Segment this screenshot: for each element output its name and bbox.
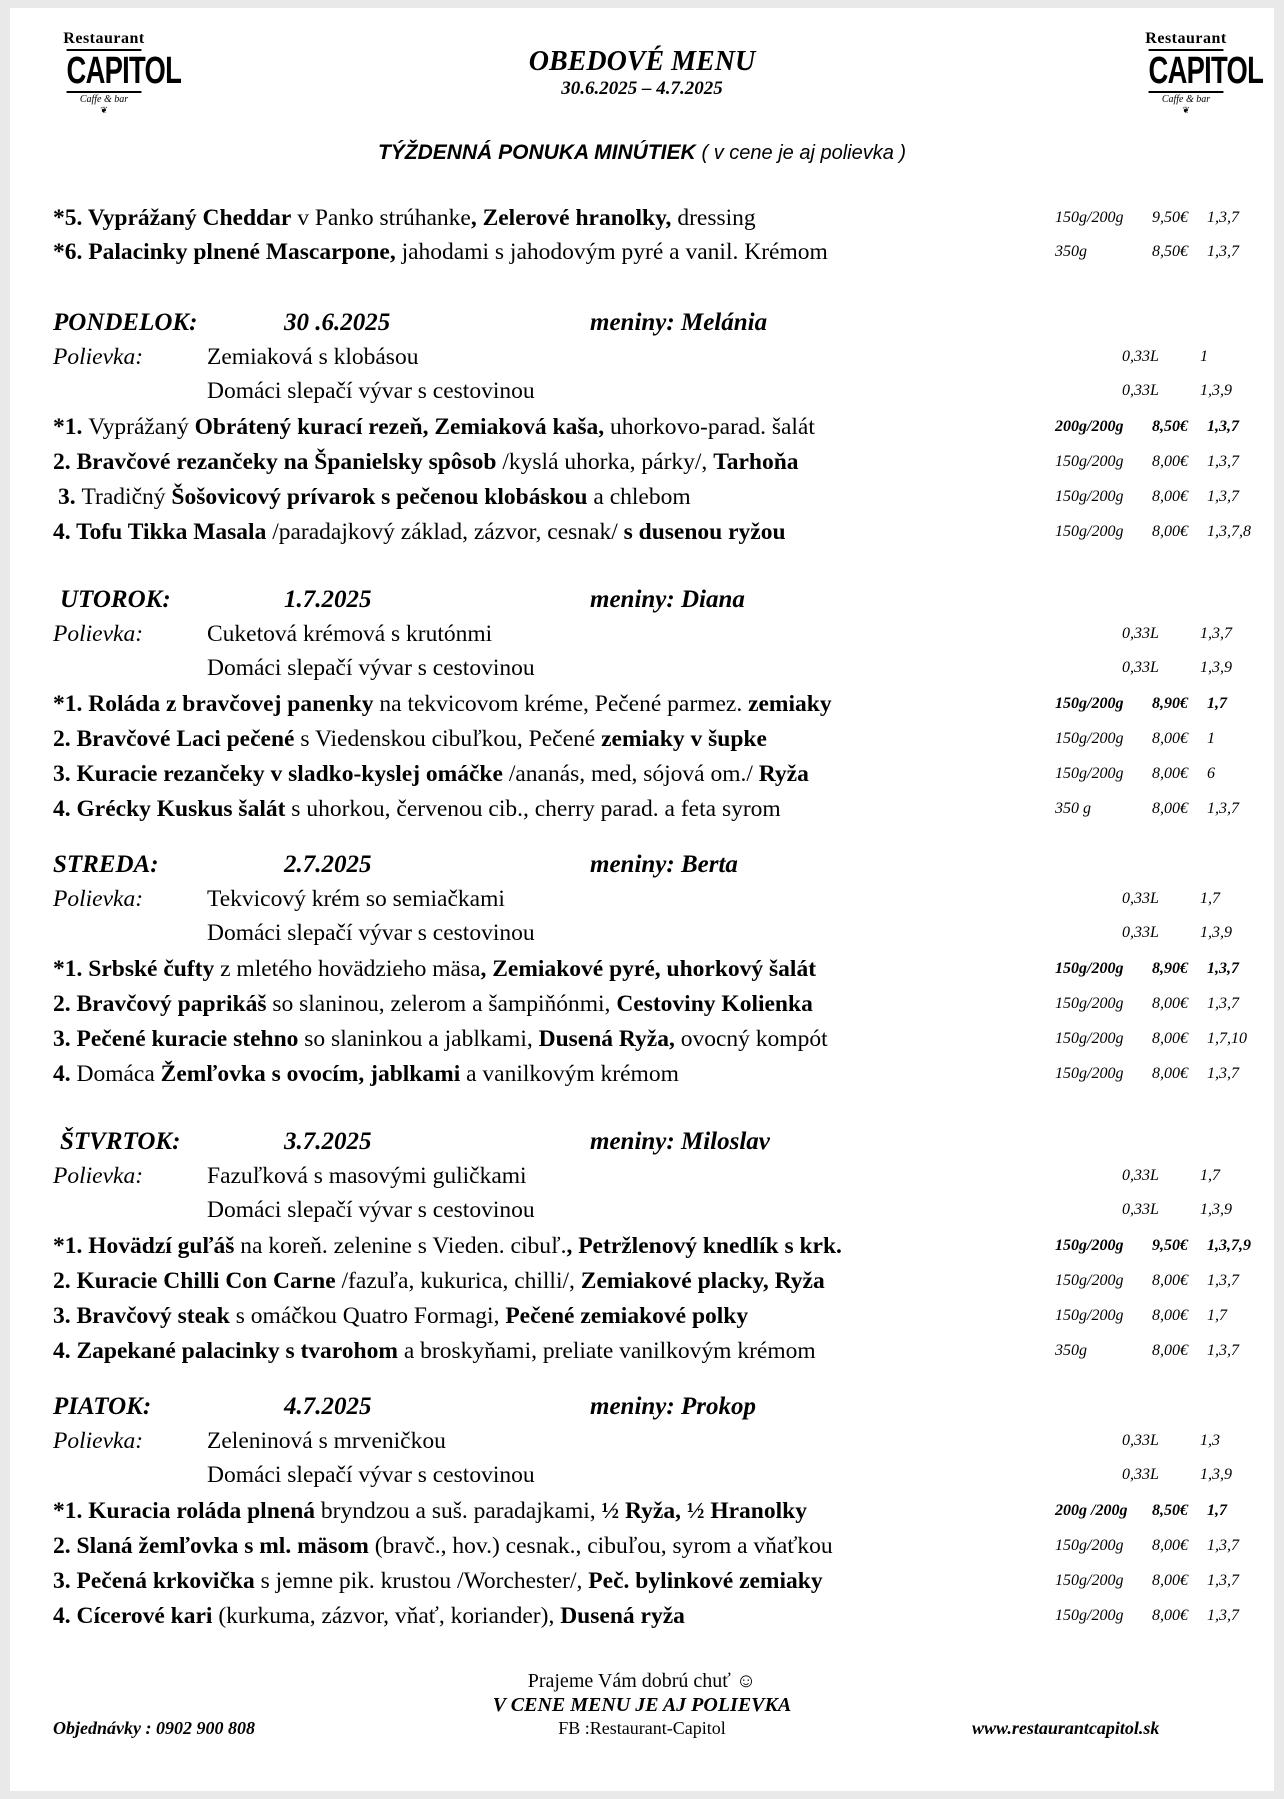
item-name-bold: Ryža [758, 761, 809, 787]
item-description: jahodami s jahodovým pyré a vanil. Krémom [395, 239, 828, 265]
menu-item-text [53, 239, 828, 266]
item-number: 4. [53, 1603, 77, 1629]
item-weight: 150g/200g [1055, 1537, 1124, 1554]
day-name: PIATOK: [53, 1393, 152, 1420]
soup-row [10, 1163, 1274, 1195]
item-weight: 150g/200g [1055, 523, 1124, 540]
soup-name: Domáci slepačí vývar s cestovinou [207, 1197, 535, 1223]
item-name-bold: Grécky Kuskus šalát [76, 796, 286, 822]
item-description: /paradajkový základ, zázvor, cesnak/ [266, 519, 624, 545]
soup-row [10, 920, 1274, 952]
item-name-bold: s dusenou ryžou [623, 519, 786, 545]
item-number: 2. [53, 1533, 77, 1559]
item-description: s uhorkou, červenou cib., cherry parad. a feta syrom [285, 796, 781, 822]
menu-item-text [53, 1533, 833, 1560]
item-name-bold: Bravčový steak [76, 1303, 230, 1329]
item-weight: 200g/200g [1055, 418, 1124, 435]
soup-label: Polievka: [53, 621, 144, 647]
item-weight: 150g/200g [1055, 1307, 1124, 1324]
soup-allergens: 1,3,9 [1200, 1201, 1232, 1218]
item-weight: 150g/200g [1055, 1030, 1124, 1047]
item-number: *1. [53, 1498, 89, 1524]
menu-item-row [10, 239, 1274, 271]
soup-name: Domáci slepačí vývar s cestovinou [207, 655, 535, 681]
item-name-bold: Dusená ryža [560, 1603, 685, 1629]
page-title: OBEDOVÉ MENU [528, 46, 756, 77]
item-name-bold: zemiaky [748, 691, 832, 717]
day-name: PONDELOK: [53, 309, 198, 336]
item-description: /fazuľa, kukurica, chilli/, [335, 1268, 581, 1294]
menu-page [10, 8, 1274, 1791]
soup-allergens: 1,3,9 [1200, 1466, 1232, 1483]
soup-volume: 0,33L [1122, 1201, 1159, 1218]
item-allergens: 1,7,10 [1207, 1030, 1247, 1047]
menu-item-row [10, 1061, 1274, 1093]
item-name-bold: Pečená krkovička [76, 1568, 255, 1594]
menu-item-text [53, 1498, 807, 1525]
item-price: 8,50€ [1152, 243, 1188, 260]
item-price: 8,50€ [1152, 1502, 1188, 1519]
item-allergens: 6 [1207, 765, 1215, 782]
footer-soup-note: V CENE MENU JE AJ POLIEVKA [492, 1694, 792, 1716]
item-allergens: 1,7 [1207, 695, 1227, 712]
item-name-bold: Šošovicový prívarok s pečenou klobáskou [171, 484, 588, 510]
soup-allergens: 1,3,9 [1200, 382, 1232, 399]
item-weight: 150g/200g [1055, 695, 1124, 712]
menu-item-row [10, 1498, 1274, 1530]
item-number: *5. [53, 205, 88, 231]
item-allergens: 1,3,7 [1207, 800, 1239, 817]
day-heading [10, 309, 1274, 343]
footer-wish: Prajeme Vám dobrú chuť ☺ [527, 1670, 757, 1692]
item-description: a broskyňami, preliate vanilkovým krémom [397, 1338, 816, 1364]
day-date: 2.7.2025 [284, 851, 372, 878]
menu-item-text [53, 1338, 816, 1365]
item-price: 8,00€ [1152, 1342, 1188, 1359]
item-price: 8,00€ [1152, 1272, 1188, 1289]
soup-allergens: 1,3,7 [1200, 625, 1232, 642]
menu-item-text [53, 205, 756, 232]
logo-main-text: CAPITOL [66, 50, 182, 92]
item-description: a chlebom [587, 484, 691, 510]
item-price: 8,00€ [1152, 1537, 1188, 1554]
item-number: *1. [53, 956, 89, 982]
item-description: Domáca [76, 1061, 161, 1087]
item-number: 4. [53, 1338, 77, 1364]
item-name-bold: Tofu Tikka Masala [76, 519, 267, 545]
weekly-offer-title [10, 141, 1274, 165]
logo-top-text: Restaurant [1145, 30, 1227, 47]
item-description: Tradičný [81, 484, 172, 510]
item-number: *1. [53, 1233, 89, 1259]
item-description: v Panko strúhanke [291, 205, 471, 231]
item-name-bold: zemiaky v šupke [601, 726, 767, 752]
day-heading [10, 851, 1274, 885]
logo-main-text: CAPITOL [1148, 50, 1264, 92]
item-description: so slaninkou a jablkami, [298, 1026, 539, 1052]
menu-item-text [53, 761, 809, 788]
item-description: na koreň. zelenine s Vieden. cibuľ. [234, 1233, 567, 1259]
soup-volume: 0,33L [1122, 382, 1159, 399]
item-number: 2. [53, 991, 77, 1017]
item-allergens: 1,3,7 [1207, 418, 1239, 435]
item-weight: 150g/200g [1055, 1065, 1124, 1082]
menu-item-row [10, 519, 1274, 551]
item-description: so slaninou, zelerom a šampiňónmi, [266, 991, 617, 1017]
soup-name: Cuketová krémová s krutónmi [207, 621, 493, 647]
item-weight: 350g [1055, 243, 1087, 260]
item-price: 8,00€ [1152, 730, 1188, 747]
item-name-bold: Palacinky plnené Mascarpone, [88, 239, 396, 265]
item-description: bryndzou a suš. paradajkami, [315, 1498, 602, 1524]
soup-name: Domáci slepačí vývar s cestovinou [207, 378, 535, 404]
item-allergens: 1,3,7 [1207, 209, 1239, 226]
logo-top-text: Restaurant [63, 30, 145, 47]
item-allergens: 1 [1207, 730, 1215, 747]
item-price: 8,50€ [1152, 418, 1188, 435]
item-name-bold: Obrátený kurací rezeň, Zemiaková kaša, [194, 414, 605, 440]
item-allergens: 1,3,7 [1207, 995, 1239, 1012]
item-number: 3. [58, 484, 82, 510]
menu-item-text [53, 1303, 748, 1330]
menu-item-row [10, 1233, 1274, 1265]
item-name-bold: ½ Ryža, ½ Hranolky [601, 1498, 807, 1524]
soup-allergens: 1,3,9 [1200, 659, 1232, 676]
soup-label: Polievka: [53, 344, 144, 370]
item-allergens: 1,3,7,9 [1207, 1237, 1251, 1254]
menu-item-row [10, 691, 1274, 723]
item-number: 3. [53, 1303, 77, 1329]
item-weight: 150g/200g [1055, 1572, 1124, 1589]
item-number: 2. [53, 726, 77, 752]
soup-name: Tekvicový krém so semiačkami [207, 886, 505, 912]
day-nameday: meniny: Prokop [590, 1393, 756, 1420]
menu-item-row [10, 991, 1274, 1023]
menu-item-text [53, 1568, 823, 1595]
item-description: ovocný kompót [674, 1026, 828, 1052]
item-name-bold: Kuracie Chilli Con Carne [76, 1268, 336, 1294]
menu-item-row [10, 1568, 1274, 1600]
menu-item-text [53, 796, 781, 823]
item-price: 8,00€ [1152, 523, 1188, 540]
menu-item-text [58, 484, 691, 511]
menu-item-row [10, 761, 1274, 793]
item-number: 3. [53, 1026, 77, 1052]
menu-item-text [53, 414, 815, 441]
item-name-bold: Zapekané palacinky s tvarohom [76, 1338, 398, 1364]
menu-item-text [53, 1026, 828, 1053]
item-weight: 200g /200g [1055, 1502, 1128, 1519]
day-name: STREDA: [53, 851, 159, 878]
soup-name: Fazuľková s masovými guličkami [207, 1163, 527, 1189]
item-weight: 150g/200g [1055, 1237, 1124, 1254]
item-name-bold: Hovädzí guľáš [88, 1233, 235, 1259]
item-number: 4. [53, 796, 77, 822]
menu-item-text [53, 691, 832, 718]
item-price: 8,00€ [1152, 800, 1188, 817]
item-allergens: 1,3,7 [1207, 453, 1239, 470]
item-allergens: 1,3,7,8 [1207, 523, 1251, 540]
item-allergens: 1,3,7 [1207, 960, 1239, 977]
item-price: 8,00€ [1152, 1307, 1188, 1324]
menu-item-row [10, 1268, 1274, 1300]
item-description: dressing [671, 205, 756, 231]
soup-row [10, 1428, 1274, 1460]
item-number: *1. [53, 414, 89, 440]
menu-item-row [10, 1026, 1274, 1058]
item-number: 2. [53, 449, 77, 475]
item-weight: 350 g [1055, 800, 1091, 817]
item-allergens: 1,3,7 [1207, 1272, 1239, 1289]
item-name-bold: Slaná žemľovka s ml. mäsom [76, 1533, 369, 1559]
item-price: 8,00€ [1152, 1607, 1188, 1624]
day-heading [10, 1128, 1274, 1162]
item-weight: 150g/200g [1055, 209, 1124, 226]
item-weight: 350g [1055, 1342, 1087, 1359]
item-name-bold: Bravčový paprikáš [76, 991, 267, 1017]
soup-allergens: 1,3,9 [1200, 924, 1232, 941]
soup-volume: 0,33L [1122, 659, 1159, 676]
soup-volume: 0,33L [1122, 1432, 1159, 1449]
item-number: 3. [53, 761, 77, 787]
item-number: 4. [53, 1061, 77, 1087]
soup-volume: 0,33L [1122, 1466, 1159, 1483]
soup-row [10, 1462, 1274, 1494]
soup-volume: 0,33L [1122, 1167, 1159, 1184]
item-allergens: 1,3,7 [1207, 1065, 1239, 1082]
soup-row [10, 1197, 1274, 1229]
soup-row [10, 655, 1274, 687]
soup-row [10, 886, 1274, 918]
menu-item-row [10, 414, 1274, 446]
soup-label: Polievka: [53, 1163, 144, 1189]
soup-allergens: 1,3 [1200, 1432, 1220, 1449]
item-name-bold: Žemľovka s ovocím, jablkami [160, 1061, 461, 1087]
day-date: 30 .6.2025 [284, 309, 391, 336]
item-description: Vyprážaný [88, 414, 195, 440]
item-allergens: 1,3,7 [1207, 1342, 1239, 1359]
day-heading [10, 1393, 1274, 1427]
menu-item-row [10, 796, 1274, 828]
footer-orders: Objednávky : 0902 900 808 [53, 1718, 255, 1738]
soup-volume: 0,33L [1122, 348, 1159, 365]
day-nameday: meniny: Miloslav [590, 1128, 770, 1155]
item-weight: 150g/200g [1055, 765, 1124, 782]
item-name-bold: Dusená Ryža, [538, 1026, 675, 1052]
soup-name: Domáci slepačí vývar s cestovinou [207, 920, 535, 946]
menu-item-text [53, 1061, 679, 1088]
item-weight: 150g/200g [1055, 453, 1124, 470]
item-weight: 150g/200g [1055, 730, 1124, 747]
item-allergens: 1,3,7 [1207, 1572, 1239, 1589]
menu-dates: 30.6.2025 – 4.7.2025 [561, 78, 723, 99]
item-description: (bravč., hov.) cesnak., cibuľou, syrom a vňaťkou [368, 1533, 833, 1559]
soup-row [10, 621, 1274, 653]
menu-item-text [53, 519, 786, 546]
menu-item-text [53, 449, 799, 476]
item-price: 8,00€ [1152, 995, 1188, 1012]
item-name-bold: Kuracie rezančeky v sladko-kyslej omáčke [76, 761, 503, 787]
menu-item-row [10, 1338, 1274, 1370]
logo-sub-text: Caffe & bar [79, 94, 129, 105]
item-description: uhorkovo-parad. šalát [604, 414, 815, 440]
menu-item-row [10, 1533, 1274, 1565]
item-description: z mletého hovädzieho mäsa [214, 956, 481, 982]
menu-item-text [53, 726, 767, 753]
item-weight: 150g/200g [1055, 1607, 1124, 1624]
item-name-bold: Roláda z bravčovej panenky [88, 691, 374, 717]
item-name-bold: Cícerové kari [76, 1603, 213, 1629]
item-price: 8,90€ [1152, 695, 1188, 712]
menu-item-text [53, 1603, 685, 1630]
logo-sub-text: Caffe & bar [1161, 94, 1211, 105]
item-name-bold: Srbské čufty [88, 956, 215, 982]
item-allergens: 1,3,7 [1207, 243, 1239, 260]
soup-volume: 0,33L [1122, 890, 1159, 907]
menu-item-row [10, 449, 1274, 481]
item-price: 8,00€ [1152, 488, 1188, 505]
item-number: *6. [53, 239, 89, 265]
item-allergens: 1,3,7 [1207, 488, 1239, 505]
item-price: 8,90€ [1152, 960, 1188, 977]
item-name-bold: Bravčové Laci pečené [76, 726, 295, 752]
item-description: a vanilkovým krémom [460, 1061, 679, 1087]
soup-row [10, 378, 1274, 410]
day-nameday: meniny: Melánia [590, 309, 768, 336]
item-name-bold: , Petržlenový knedlík s krk. [566, 1233, 842, 1259]
item-number: 3. [53, 1568, 77, 1594]
item-description: s jemne pik. krustou /Worchester/, [254, 1568, 589, 1594]
soup-name: Zemiaková s klobásou [207, 344, 419, 370]
day-name: UTOROK: [60, 586, 171, 613]
item-price: 8,00€ [1152, 765, 1188, 782]
weekly-offer-note: ( v cene je aj polievka ) [701, 142, 907, 164]
item-name-bold: Kuracia roláda plnená [88, 1498, 316, 1524]
day-date: 4.7.2025 [284, 1393, 372, 1420]
item-description: /kyslá uhorka, párky/, [496, 449, 714, 475]
weekly-offer-heading: TÝŽDENNÁ PONUKA MINÚTIEK [377, 141, 696, 164]
day-date: 3.7.2025 [284, 1128, 372, 1155]
item-description: s Viedenskou cibuľkou, Pečené [294, 726, 602, 752]
item-allergens: 1,7 [1207, 1307, 1227, 1324]
item-price: 9,50€ [1152, 209, 1188, 226]
menu-item-text [53, 956, 816, 983]
menu-item-text [53, 1268, 825, 1295]
item-name-bold: Bravčové rezančeky na Španielsky spôsob [76, 449, 497, 475]
menu-item-text [53, 1233, 842, 1260]
item-name-bold: Tarhoňa [713, 449, 799, 475]
soup-allergens: 1 [1200, 348, 1208, 365]
day-name: ŠTVRTOK: [60, 1128, 181, 1155]
soup-name: Domáci slepačí vývar s cestovinou [207, 1462, 535, 1488]
item-weight: 150g/200g [1055, 960, 1124, 977]
item-description: na tekvicovom kréme, Pečené parmez. [373, 691, 749, 717]
item-price: 8,00€ [1152, 1572, 1188, 1589]
item-weight: 150g/200g [1055, 488, 1124, 505]
item-name-bold: , Zelerové hranolky, [470, 205, 672, 231]
soup-allergens: 1,7 [1200, 890, 1220, 907]
day-nameday: meniny: Diana [590, 586, 745, 613]
item-description: /ananás, med, sójová om./ [502, 761, 759, 787]
soup-volume: 0,33L [1122, 625, 1159, 642]
item-name-bold: Cestoviny Kolienka [616, 991, 813, 1017]
day-nameday: meniny: Berta [590, 851, 738, 878]
item-name-bold: Zemiakové placky, Ryža [580, 1268, 825, 1294]
soup-row [10, 344, 1274, 376]
menu-item-text [53, 991, 813, 1018]
item-name-bold: Pečené kuracie stehno [76, 1026, 299, 1052]
item-name-bold: Pečené zemiakové polky [505, 1303, 749, 1329]
item-number: 4. [53, 519, 77, 545]
item-name-bold: , Zemiakové pyré, uhorkový šalát [480, 956, 817, 982]
menu-item-row [10, 484, 1274, 516]
item-weight: 150g/200g [1055, 1272, 1124, 1289]
day-heading [10, 586, 1274, 620]
ornament-icon: ❦ [100, 105, 108, 115]
footer-website[interactable]: www.restaurantcapitol.sk [972, 1718, 1160, 1738]
soup-label: Polievka: [53, 886, 144, 912]
menu-item-row [10, 726, 1274, 758]
day-date: 1.7.2025 [284, 586, 372, 613]
ornament-icon: ❦ [1182, 105, 1190, 115]
item-price: 8,00€ [1152, 453, 1188, 470]
item-allergens: 1,3,7 [1207, 1537, 1239, 1554]
item-number: *1. [53, 691, 89, 717]
item-name-bold: Vyprážaný Cheddar [87, 205, 292, 231]
item-price: 8,00€ [1152, 1030, 1188, 1047]
item-description: (kurkuma, zázvor, vňať, koriander), [212, 1603, 561, 1629]
footer-facebook: FB :Restaurant-Capitol [558, 1718, 726, 1738]
item-price: 8,00€ [1152, 1065, 1188, 1082]
soup-label: Polievka: [53, 1428, 144, 1454]
soup-name: Zeleninová s mrveničkou [207, 1428, 446, 1454]
item-description: s omáčkou Quatro Formagi, [229, 1303, 506, 1329]
menu-item-row [10, 1603, 1274, 1635]
menu-item-row [10, 205, 1274, 237]
item-number: 2. [53, 1268, 77, 1294]
soup-allergens: 1,7 [1200, 1167, 1220, 1184]
item-name-bold: Peč. bylinkové zemiaky [588, 1568, 823, 1594]
menu-item-row [10, 1303, 1274, 1335]
soup-volume: 0,33L [1122, 924, 1159, 941]
item-price: 9,50€ [1152, 1237, 1188, 1254]
menu-item-row [10, 956, 1274, 988]
item-weight: 150g/200g [1055, 995, 1124, 1012]
item-allergens: 1,3,7 [1207, 1607, 1239, 1624]
item-allergens: 1,7 [1207, 1502, 1227, 1519]
